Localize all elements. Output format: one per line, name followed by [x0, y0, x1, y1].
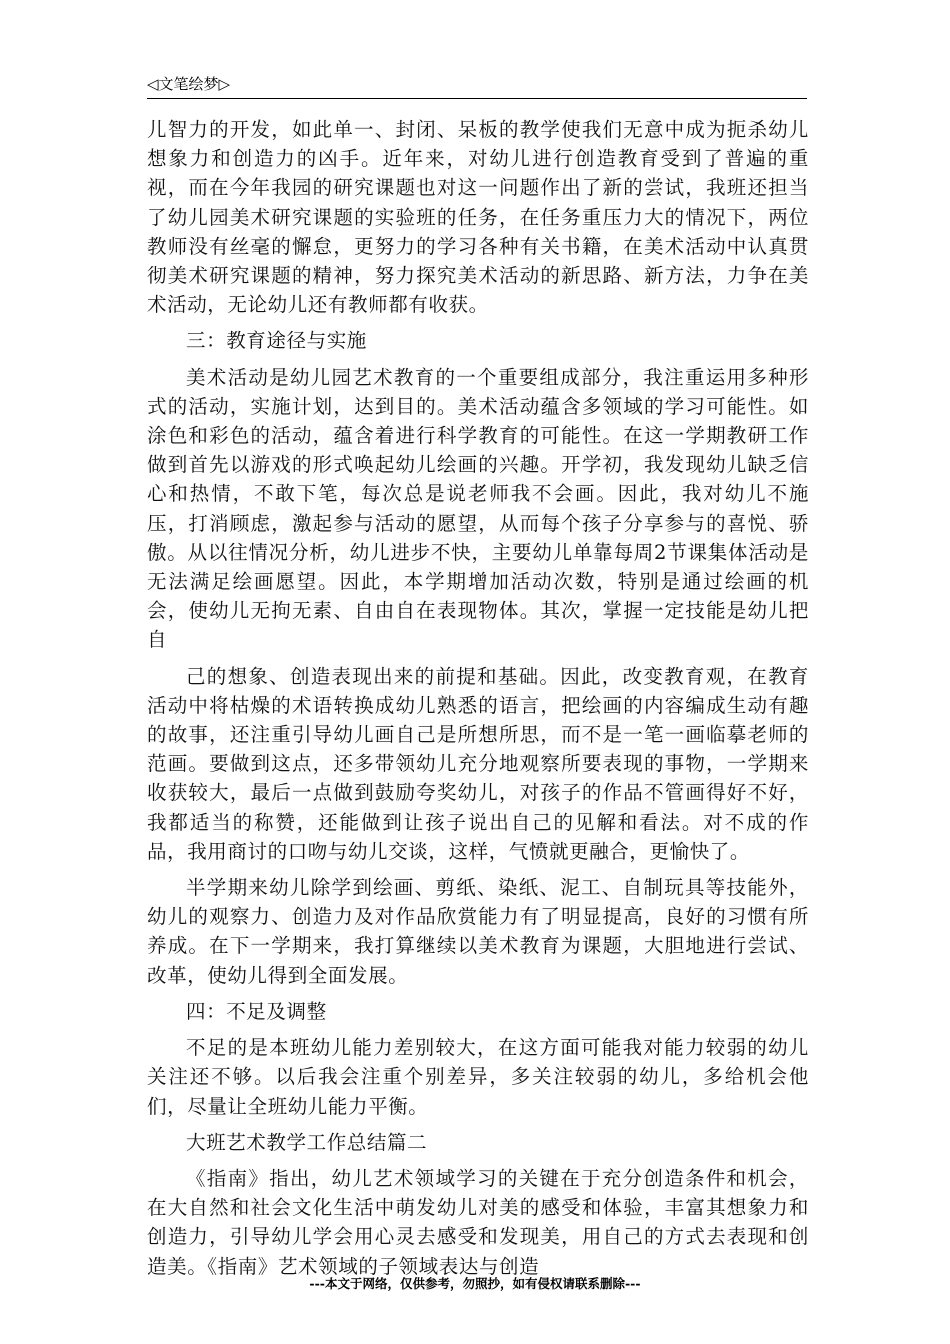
paragraph: 己的想象、创造表现出来的前提和基础。因此，改变教育观，在教育活动中将枯燥的术语转换成幼儿熟悉的语言，把绘画的内容编成生动有趣的故事，还注重引导幼儿画自己是所想所思，而不是一笔一画临摹老师的范画。要做到这点，还多带领幼儿充分地观察所要表现的事物，一学期来收获较大，最后一点做到鼓励夸奖幼儿，对孩子的作品不管画得好不好，我都适当的称赞，还能做到让孩子说出自己的见解和看法。对不成的作品，我用商讨的口吻与幼儿交谈，这样，气愤就更融合，更愉快了。	[147, 664, 809, 863]
page-header	[147, 72, 807, 99]
header-brand: ◁文笔绘梦▷	[147, 75, 231, 93]
section-heading: 大班艺术教学工作总结篇二	[186, 1130, 428, 1154]
paragraph: 美术活动是幼儿园艺术教育的一个重要组成部分，我注重运用多种形式的活动，实施计划，达到目的。美术活动蕴含多领域的学习可能性。如涂色和彩色的活动，蕴含着进行科学教育的可能性。在这一学期教研工作做到首先以游戏的形式唤起幼儿绘画的兴趣。开学初，我发现幼儿缺乏信心和热情，不敢下笔，每次总是说老师我不会画。因此，我对幼儿不施压，打消顾虑，激起参与活动的愿望，从而每个孩子分享参与的喜悦、骄傲。从以往情况分析，幼儿进步不快，主要幼儿单靠每周2节课集体活动是无法满足绘画愿望。因此，本学期增加活动次数，特别是通过绘画的机会，使幼儿无拘无素、自由自在表现物体。其次，掌握一定技能是幼儿把自	[147, 365, 809, 652]
paragraph: 半学期来幼儿除学到绘画、剪纸、染纸、泥工、自制玩具等技能外，幼儿的观察力、创造力及对作品欣赏能力有了明显提高，良好的习惯有所养成。在下一学期来，我打算继续以美术教育为课题，大胆地进行尝试、改革，使幼儿得到全面发展。	[147, 876, 809, 987]
footer-notice: ---本文于网络，仅供参考，勿照抄，如有侵权请联系删除---	[309, 1276, 641, 1291]
document-body	[147, 115, 809, 1288]
paragraph: 儿智力的开发，如此单一、封闭、呆板的教学使我们无意中成为扼杀幼儿想象力和创造力的凶手。近年来，对幼儿进行创造教育受到了普遍的重视，而在今年我园的研究课题也对这一问题作出了新的尝试，我班还担当了幼儿园美术研究课题的实验班的任务，在任务重压力大的情况下，两位教师没有丝毫的懈怠，更努力的学习各种有关书籍，在美术活动中认真贯彻美术研究课题的精神，努力探究美术活动的新思路、新方法，力争在美术活动，无论幼儿还有教师都有收获。	[147, 118, 809, 317]
page-footer	[0, 1274, 950, 1292]
paragraph: 《指南》指出，幼儿艺术领域学习的关键在于充分创造条件和机会，在大自然和社会文化生活中萌发幼儿对美的感受和体验，丰富其想象力和创造力，引导幼儿学会用心灵去感受和发现美，用自己的方式去表现和创造美。《指南》艺术领域的子领域表达与创造	[147, 1166, 809, 1278]
paragraph: 不足的是本班幼儿能力差别较大，在这方面可能我对能力较弱的幼儿关注还不够。以后我会注重个别差异，多关注较弱的幼儿，多给机会他们，尽量让全班幼儿能力平衡。	[147, 1036, 809, 1118]
section-heading: 三：教育途径与实施	[186, 329, 367, 353]
section-heading: 四：不足及调整	[186, 999, 327, 1023]
